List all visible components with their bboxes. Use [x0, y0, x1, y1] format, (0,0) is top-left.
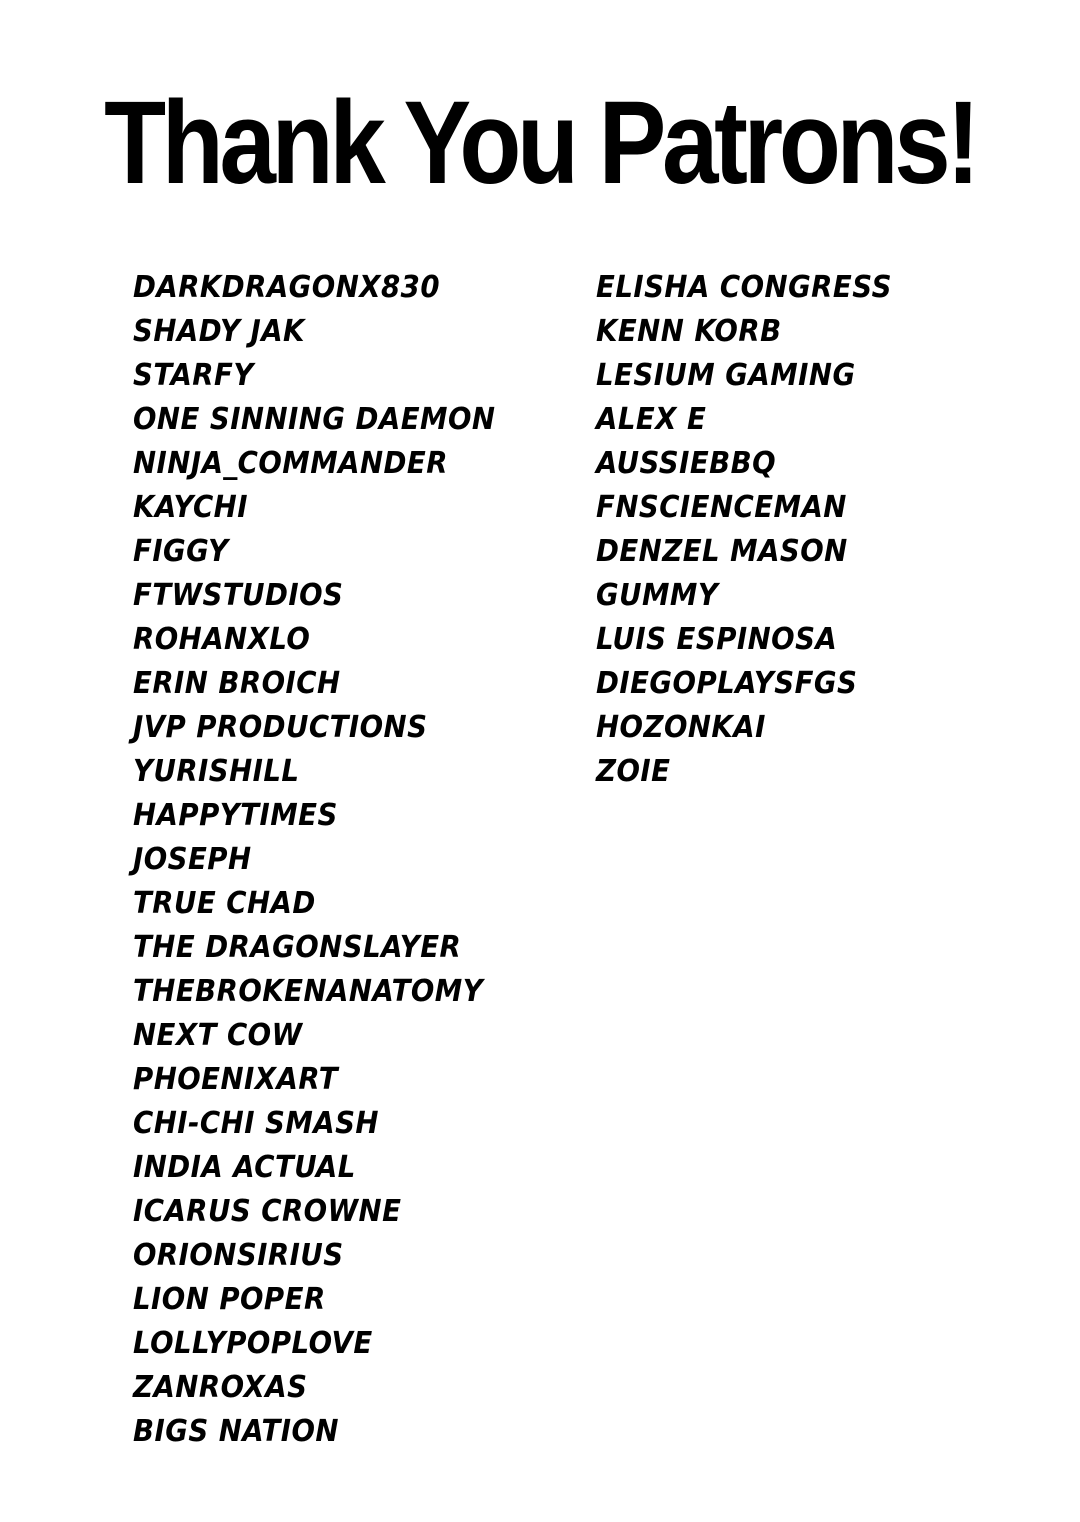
patron-name: ONE SINNING DAEMON	[133, 402, 496, 437]
patron-name: DENZEL MASON	[596, 534, 848, 569]
patron-name: ICARUS CROWNE	[133, 1194, 402, 1229]
patron-name: FIGGY	[133, 534, 229, 569]
patron-name: ZOIE	[596, 754, 671, 789]
patron-list-left	[133, 266, 527, 1454]
patron-name: CHI-CHI SMASH	[133, 1106, 379, 1141]
patron-name: AUSSIEBBQ	[596, 446, 777, 481]
patron-name: ERIN BROICH	[133, 666, 341, 701]
patron-name: THE DRAGONSLAYER	[133, 930, 462, 965]
patron-name: KAYCHI	[133, 490, 248, 525]
patron-name: LUIS ESPINOSA	[596, 622, 838, 657]
patron-name: ELISHA CONGRESS	[596, 270, 892, 305]
patron-name: JOSEPH	[133, 842, 252, 877]
patron-name: ALEX E	[596, 402, 707, 437]
patron-name: ZANROXAS	[133, 1370, 308, 1405]
patron-list-right	[596, 266, 918, 794]
patron-name: PHOENIXART	[133, 1062, 339, 1097]
patron-name: LOLLYPOPLOVE	[133, 1326, 373, 1361]
patron-name: FNSCIENCEMAN	[596, 490, 847, 525]
patron-name: LESIUM GAMING	[596, 358, 856, 393]
patron-name: HOZONKAI	[596, 710, 766, 745]
patron-name: INDIA ACTUAL	[133, 1150, 356, 1185]
patron-name: GUMMY	[596, 578, 719, 613]
page-title: Thank You Patrons!	[104, 77, 976, 209]
patron-name: SHADY JAK	[133, 314, 305, 349]
patron-name: BIGS NATION	[133, 1414, 339, 1449]
patron-name: LION POPER	[133, 1282, 326, 1317]
patron-name: KENN KORB	[596, 314, 782, 349]
patron-name: HAPPYTIMES	[133, 798, 338, 833]
patron-name: STARFY	[133, 358, 254, 393]
patron-name: ORIONSIRIUS	[133, 1238, 344, 1273]
patron-name: FTWSTUDIOS	[133, 578, 344, 613]
patron-name: JVP PRODUCTIONS	[133, 710, 428, 745]
patron-name: THEBROKENANATOMY	[133, 974, 484, 1009]
patron-name: DARKDRAGONX830	[133, 270, 440, 305]
patron-name: DIEGOPLAYSFGS	[596, 666, 858, 701]
patron-name: ROHANXLO	[133, 622, 311, 657]
patron-name: NEXT COW	[133, 1018, 303, 1053]
patron-name: TRUE CHAD	[133, 886, 316, 921]
patron-name: NINJA_COMMANDER	[133, 446, 448, 481]
patron-name: YURISHILL	[133, 754, 300, 789]
